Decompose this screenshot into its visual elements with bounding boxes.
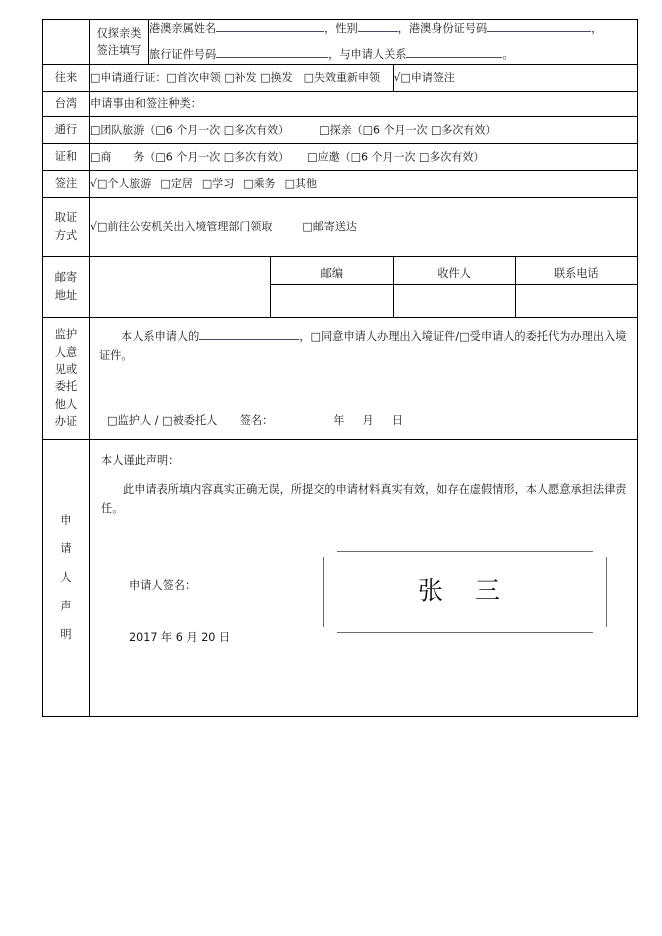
relative-visa-label-line-1: 仅探亲类 (96, 26, 142, 40)
guardian-content-cell (90, 317, 638, 440)
guardian-statement (99, 327, 629, 366)
gender-label: ，性别 (324, 22, 358, 35)
declaration-label-line-1: 申 (60, 513, 72, 527)
recipient-header-row (394, 262, 515, 285)
permit-type-options[interactable] (90, 64, 394, 91)
guardian-label-line-2: 人意 (54, 345, 78, 359)
gender-input[interactable] (358, 31, 398, 32)
postcode-header: 邮编 (271, 262, 392, 285)
collection-label-line-1: 取证 (54, 211, 78, 225)
relationship-label: ，与申请人关系 (328, 48, 407, 62)
invitation-label[interactable]: □应邀（□6 个月一次 □多次有效） (307, 150, 485, 164)
individual-options-cell[interactable] (90, 170, 638, 197)
family-visit-label[interactable]: □探亲（□6 个月一次 □多次有效） (319, 123, 497, 137)
guardian-label-line-3: 见或 (54, 363, 78, 377)
hk-relative-name-input[interactable] (216, 31, 324, 32)
crew-checkbox[interactable]: □乘务 (243, 177, 276, 191)
guardian-label-line-4: 委托 (54, 380, 78, 394)
permit-application-row (43, 64, 638, 91)
phone-value-row (516, 285, 637, 312)
empty-label-cell (43, 20, 90, 65)
taiwan-label-line-1: 往来 (54, 71, 78, 85)
hk-id-label: ，港澳身份证号码 (397, 22, 488, 35)
declaration-label-line-4: 声 (60, 599, 72, 613)
signature-box[interactable] (323, 551, 607, 633)
phone-header: 联系电话 (516, 262, 637, 285)
declaration-text: 此申请表所填内容真实正确无误，所提交的申请材料真实有效，如存在虚假情形，本人愿意承担法律责任。 (101, 482, 627, 516)
endorsement-application-cell[interactable] (393, 64, 638, 91)
application-form-table (42, 19, 638, 717)
postcode-input[interactable] (271, 285, 392, 312)
guardian-month-label: 月 (362, 413, 374, 427)
individual-tour-checkbox[interactable]: □个人旅游 (97, 177, 152, 191)
relative-visa-fields (149, 20, 638, 65)
guardian-signature-label[interactable]: □监护人 / □被委托人 签名： (107, 413, 274, 427)
signature-box-bottom-edge (337, 632, 593, 633)
business-invite-options-cell[interactable] (90, 143, 638, 170)
relative-visa-label-line-2: 签注填写 (96, 43, 142, 57)
mailing-address-row (43, 256, 638, 317)
mailing-label-line-1: 邮寄 (54, 271, 78, 285)
family-visit-option[interactable] (319, 121, 496, 139)
taiwan-label-line-2-cell (43, 91, 90, 116)
declaration-label-line-3: 人 (60, 570, 72, 584)
endorsement-checkbox[interactable]: □申请签注 (400, 71, 455, 85)
travel-doc-input[interactable] (216, 57, 328, 58)
collection-method-label (43, 197, 90, 256)
taiwan-label-line-4: 证和 (54, 150, 78, 164)
taiwan-label-line-5: 签注 (54, 177, 78, 191)
guardian-signature-line[interactable] (99, 412, 629, 429)
guardian-relation-input[interactable] (199, 339, 299, 340)
tour-visit-options-row (43, 116, 638, 143)
taiwan-label-line-4-cell (43, 143, 90, 170)
pickup-checkbox[interactable]: □前往公安机关出入境管理部门领取 (97, 220, 273, 234)
applicant-signature-value: 张 三 (418, 575, 512, 605)
settle-checkbox[interactable]: □定居 (160, 177, 193, 191)
guardian-relation-label: 本人系申请人的 (121, 329, 200, 343)
travel-doc-label: 旅行证件号码 (149, 48, 217, 62)
phone-subtable (516, 262, 637, 311)
declaration-label-line-5: 明 (60, 628, 72, 642)
taiwan-label-line-2: 台湾 (54, 97, 78, 111)
postcode-column (271, 256, 393, 317)
pickup-checkmark: √ (90, 220, 98, 234)
mailing-address-input[interactable] (90, 256, 271, 317)
group-tour-option[interactable] (90, 121, 289, 139)
guardian-label-line-6: 办证 (54, 415, 78, 429)
recipient-column (393, 256, 515, 317)
line2-end-punct: 。 (502, 48, 514, 62)
business-invite-options-row (43, 143, 638, 170)
relative-visa-line-2 (149, 46, 637, 63)
other-checkbox[interactable]: □其他 (284, 177, 318, 191)
collection-label-line-2: 方式 (54, 228, 78, 242)
taiwan-label-line-3: 通行 (54, 123, 78, 137)
signature-box-top-edge (337, 551, 593, 552)
postcode-header-row (271, 262, 392, 285)
declaration-heading: 本人谨此声明： (101, 454, 180, 468)
taiwan-label-line-5-cell (43, 170, 90, 197)
hk-relative-name-label: 港澳亲属姓名 (149, 22, 217, 35)
declaration-row (43, 440, 638, 717)
mail-delivery-checkbox[interactable]: □邮寄送达 (302, 220, 357, 234)
guardian-statement-tail: 为办理出入境证件。 (99, 329, 627, 363)
declaration-date: 2017 年 6 月 20 日 (129, 630, 231, 644)
tour-visit-options-cell[interactable] (90, 116, 638, 143)
invitation-option[interactable] (307, 148, 484, 166)
phone-column (515, 256, 637, 317)
guardian-day-label: 日 (391, 413, 403, 427)
guardian-label-line-1: 监护 (54, 328, 78, 342)
business-label[interactable]: □商 务（□6 个月一次 □多次有效） (90, 150, 290, 164)
phone-input[interactable] (516, 285, 637, 312)
reason-title-row (43, 91, 638, 116)
study-checkbox[interactable]: □学习 (201, 177, 235, 191)
guardian-label-line-5: 他人 (54, 397, 78, 411)
declaration-body (90, 440, 637, 667)
recipient-header: 收件人 (394, 262, 515, 285)
guardian-consent-options[interactable]: ，□同意申请人办理出入境证件/□受申请人的委托代 (299, 329, 560, 343)
relative-visa-label (90, 20, 149, 65)
taiwan-label-line-1-cell (43, 64, 90, 91)
signature-area (101, 541, 627, 659)
individual-options-row (43, 170, 638, 197)
applicant-signature-label: 申请人签名： (129, 578, 197, 592)
recipient-value-row (394, 285, 515, 312)
guardian-body (90, 318, 637, 440)
line1-end-punct: ， (591, 22, 603, 35)
group-tour-label[interactable]: □团队旅游（□6 个月一次 □多次有效） (90, 123, 290, 137)
recipient-input[interactable] (394, 285, 515, 312)
declaration-label-line-2: 请 (60, 542, 72, 556)
business-option[interactable] (90, 148, 289, 166)
hk-id-input[interactable] (487, 31, 591, 32)
permit-type-checkbox-group[interactable]: □申请通行证：□首次申领 □补发 □换发 □失效重新申领 (90, 71, 380, 85)
postcode-subtable (271, 262, 392, 311)
phone-header-row (516, 262, 637, 285)
declaration-label (43, 440, 90, 717)
reason-title-text: 申请事由和签注种类： (90, 97, 202, 111)
reason-title-cell (90, 91, 638, 116)
endorsement-checkmark: √ (393, 71, 401, 85)
collection-method-row (43, 197, 638, 256)
declaration-content-cell (90, 440, 638, 717)
collection-method-options[interactable] (90, 197, 638, 256)
relationship-input[interactable] (406, 57, 502, 58)
relative-visa-row (43, 20, 638, 65)
mailing-label-line-2: 地址 (54, 288, 78, 302)
relative-visa-line-1 (149, 20, 637, 37)
recipient-subtable (394, 262, 515, 311)
mailing-address-label (43, 256, 90, 317)
individual-tour-checkmark: √ (90, 177, 98, 191)
guardian-consent-row (43, 317, 638, 440)
postcode-value-row (271, 285, 392, 312)
guardian-year-label: 年 (333, 413, 345, 427)
guardian-label (43, 317, 90, 440)
taiwan-label-line-3-cell (43, 116, 90, 143)
